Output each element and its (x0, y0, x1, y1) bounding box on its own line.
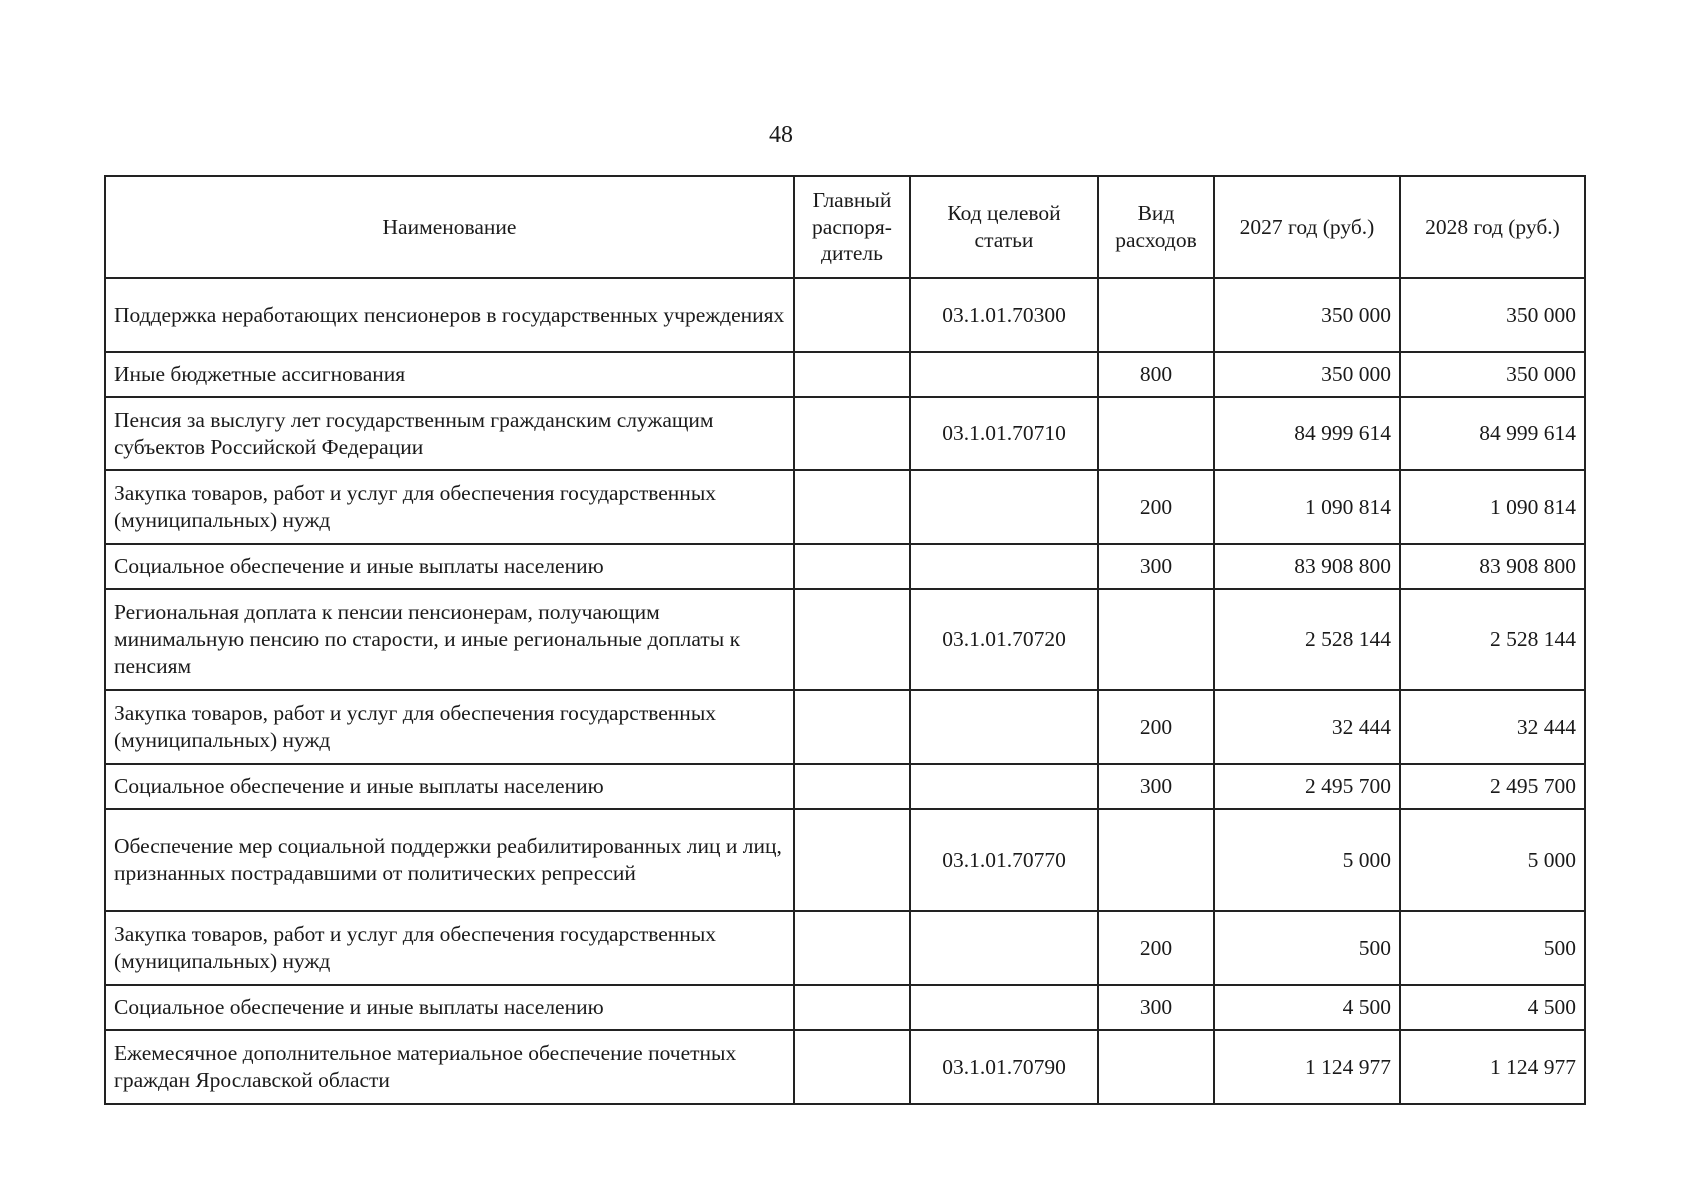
table-row (105, 764, 1585, 809)
cell-amount-2027: 83 908 800 (1214, 544, 1400, 589)
cell-amount-2027: 1 090 814 (1214, 470, 1400, 544)
table-row (105, 278, 1585, 352)
cell-name: Закупка товаров, работ и услуг для обеспечения государственных (муниципальных) нужд (105, 911, 794, 985)
table-row (105, 470, 1585, 544)
cell-amount-2028: 83 908 800 (1400, 544, 1585, 589)
cell-amount-2027: 350 000 (1214, 352, 1400, 397)
cell-amount-2028: 350 000 (1400, 352, 1585, 397)
cell-chief-manager (794, 470, 910, 544)
cell-name: Ежемесячное дополнительное материальное обеспечение почетных граждан Ярославской области (105, 1030, 794, 1104)
cell-name: Поддержка неработающих пенсионеров в государственных учреждениях (105, 278, 794, 352)
cell-target-code (910, 690, 1098, 764)
table-row (105, 1030, 1585, 1104)
table-body (105, 278, 1585, 1104)
cell-amount-2027: 2 528 144 (1214, 589, 1400, 690)
table-row (105, 589, 1585, 690)
cell-name: Иные бюджетные ассигнования (105, 352, 794, 397)
cell-chief-manager (794, 278, 910, 352)
cell-expense-type: 300 (1098, 985, 1214, 1030)
table-row (105, 985, 1585, 1030)
table-row (105, 809, 1585, 911)
table-header (105, 176, 1585, 278)
page-number: 48 (769, 122, 793, 148)
header-year-2028: 2028 год (руб.) (1400, 176, 1585, 278)
cell-amount-2028: 350 000 (1400, 278, 1585, 352)
cell-expense-type: 800 (1098, 352, 1214, 397)
cell-amount-2027: 2 495 700 (1214, 764, 1400, 809)
cell-amount-2027: 350 000 (1214, 278, 1400, 352)
cell-amount-2027: 4 500 (1214, 985, 1400, 1030)
cell-name: Социальное обеспечение и иные выплаты населению (105, 544, 794, 589)
cell-chief-manager (794, 1030, 910, 1104)
table-row (105, 397, 1585, 470)
cell-expense-type (1098, 278, 1214, 352)
cell-expense-type: 300 (1098, 764, 1214, 809)
cell-chief-manager (794, 911, 910, 985)
cell-amount-2028: 5 000 (1400, 809, 1585, 911)
cell-amount-2027: 84 999 614 (1214, 397, 1400, 470)
cell-chief-manager (794, 985, 910, 1030)
cell-amount-2028: 1 124 977 (1400, 1030, 1585, 1104)
header-name: Наименование (105, 176, 794, 278)
cell-name: Пенсия за выслугу лет государственным гражданским служащим субъектов Российской Федерации (105, 397, 794, 470)
cell-name: Закупка товаров, работ и услуг для обеспечения государственных (муниципальных) нужд (105, 470, 794, 544)
table-row (105, 352, 1585, 397)
cell-target-code (910, 544, 1098, 589)
cell-amount-2028: 1 090 814 (1400, 470, 1585, 544)
cell-amount-2028: 4 500 (1400, 985, 1585, 1030)
cell-amount-2027: 500 (1214, 911, 1400, 985)
cell-chief-manager (794, 544, 910, 589)
cell-amount-2028: 2 528 144 (1400, 589, 1585, 690)
cell-chief-manager (794, 397, 910, 470)
cell-name: Социальное обеспечение и иные выплаты населению (105, 764, 794, 809)
cell-expense-type: 200 (1098, 690, 1214, 764)
header-chief-manager: Главный распоря-дитель (794, 176, 910, 278)
cell-target-code (910, 911, 1098, 985)
cell-target-code (910, 470, 1098, 544)
cell-name: Региональная доплата к пенсии пенсионерам, получающим минимальную пенсию по старости, и иные региональные доплаты к пенсиям (105, 589, 794, 690)
cell-amount-2027: 5 000 (1214, 809, 1400, 911)
cell-chief-manager (794, 764, 910, 809)
cell-target-code (910, 985, 1098, 1030)
header-row (105, 176, 1585, 278)
cell-name: Социальное обеспечение и иные выплаты населению (105, 985, 794, 1030)
cell-amount-2027: 1 124 977 (1214, 1030, 1400, 1104)
table-row (105, 690, 1585, 764)
cell-target-code: 03.1.01.70300 (910, 278, 1098, 352)
cell-amount-2028: 84 999 614 (1400, 397, 1585, 470)
budget-table (104, 175, 1586, 1105)
cell-name: Закупка товаров, работ и услуг для обеспечения государственных (муниципальных) нужд (105, 690, 794, 764)
cell-chief-manager (794, 352, 910, 397)
cell-target-code: 03.1.01.70720 (910, 589, 1098, 690)
cell-expense-type (1098, 809, 1214, 911)
cell-chief-manager (794, 809, 910, 911)
cell-chief-manager (794, 690, 910, 764)
cell-expense-type (1098, 397, 1214, 470)
cell-expense-type (1098, 1030, 1214, 1104)
cell-target-code (910, 352, 1098, 397)
cell-expense-type: 200 (1098, 911, 1214, 985)
cell-chief-manager (794, 589, 910, 690)
table-row (105, 911, 1585, 985)
cell-target-code: 03.1.01.70790 (910, 1030, 1098, 1104)
header-year-2027: 2027 год (руб.) (1214, 176, 1400, 278)
cell-amount-2028: 500 (1400, 911, 1585, 985)
cell-expense-type: 200 (1098, 470, 1214, 544)
cell-expense-type (1098, 589, 1214, 690)
cell-name: Обеспечение мер социальной поддержки реабилитированных лиц и лиц, признанных пострадавшими от политических репрессий (105, 809, 794, 911)
cell-amount-2028: 32 444 (1400, 690, 1585, 764)
cell-target-code (910, 764, 1098, 809)
cell-target-code: 03.1.01.70710 (910, 397, 1098, 470)
header-target-code: Код целевой статьи (910, 176, 1098, 278)
cell-expense-type: 300 (1098, 544, 1214, 589)
cell-amount-2028: 2 495 700 (1400, 764, 1585, 809)
table-row (105, 544, 1585, 589)
cell-target-code: 03.1.01.70770 (910, 809, 1098, 911)
header-expense-type: Вид расходов (1098, 176, 1214, 278)
cell-amount-2027: 32 444 (1214, 690, 1400, 764)
